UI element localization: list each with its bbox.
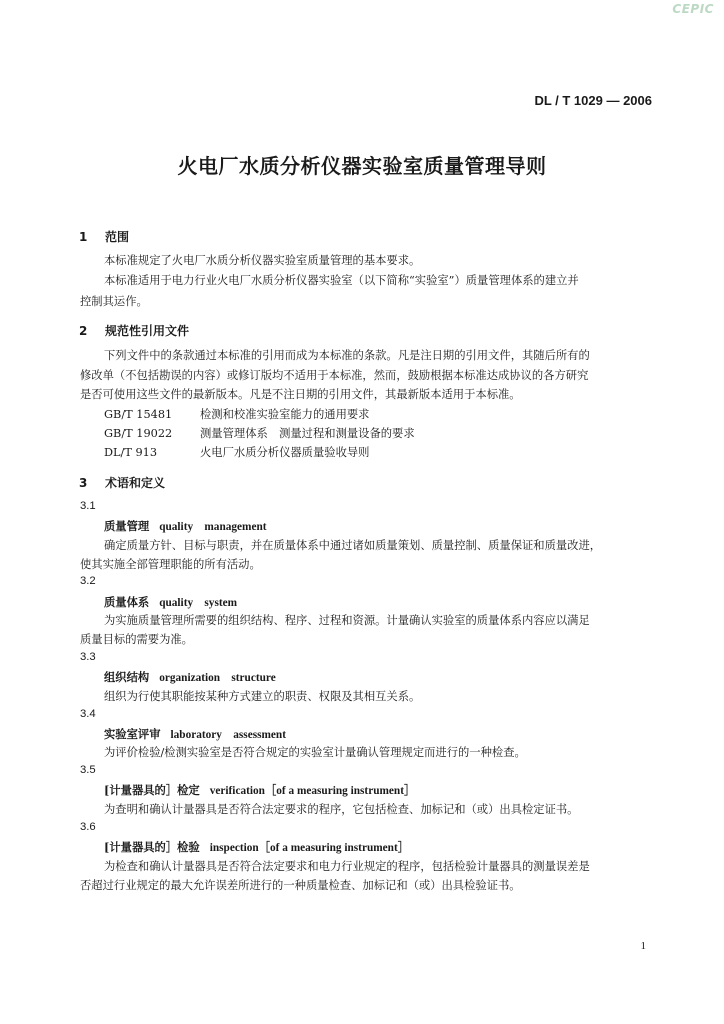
definition-line: 使其实施全部管理职能的所有活动。 — [80, 558, 261, 571]
section-number: 1 — [79, 230, 88, 244]
term-cn: 组织结构 — [104, 670, 150, 684]
reference-item — [104, 444, 369, 460]
clause-number: 3.3 — [80, 651, 96, 663]
section-number: 2 — [79, 324, 88, 338]
section-title: 规范性引用文件 — [105, 324, 190, 338]
term-heading — [104, 782, 415, 798]
section-title: 范围 — [105, 230, 130, 244]
term-en: inspection［of a measuring instrument］ — [209, 842, 410, 854]
page-number: 1 — [640, 940, 646, 952]
definition-line: 否超过行业规定的最大允许误差所进行的一种质量检查、加标记和（或）出具检验证书。 — [80, 879, 521, 892]
clause-number: 3.6 — [80, 821, 96, 833]
page-title: 火电厂水质分析仪器实验室质量管理导则 — [177, 154, 547, 178]
reference-title: 测量管理体系 测量过程和测量设备的要求 — [200, 427, 415, 440]
term-heading — [104, 594, 237, 610]
term-heading — [104, 669, 276, 685]
standard-number: DL / T 1029 — 2006 — [534, 93, 652, 108]
reference-code: DL/T 913 — [104, 446, 158, 459]
reference-title: 火电厂水质分析仪器质量验收导则 — [200, 446, 370, 459]
paragraph-line: 下列文件中的条款通过本标准的引用而成为本标准的条款。凡是注日期的引用文件，其随后所有的 — [104, 349, 590, 362]
clause-number: 3.1 — [80, 500, 96, 512]
reference-item — [104, 406, 369, 422]
definition-line: 质量目标的需要为准。 — [80, 633, 193, 646]
term-cn: 实验室评审 — [104, 727, 161, 741]
reference-item — [104, 425, 415, 441]
section-heading-2 — [79, 322, 189, 339]
reference-code: GB/T 19022 — [104, 427, 173, 440]
paragraph-line: 本标准规定了火电厂水质分析仪器实验室质量管理的基本要求。 — [104, 254, 421, 267]
term-heading — [104, 518, 267, 534]
term-en: quality system — [159, 597, 238, 609]
section-title: 术语和定义 — [105, 476, 166, 490]
term-cn: 质量体系 — [104, 595, 150, 609]
section-heading-1 — [79, 228, 129, 245]
term-en: laboratory assessment — [170, 729, 286, 741]
term-en: quality management — [159, 521, 267, 533]
paragraph-line: 是否可使用这些文件的最新版本。凡是不注日期的引用文件，其最新版本适用于本标准。 — [80, 388, 521, 401]
definition-line: 为查明和确认计量器具是否符合法定要求的程序，它包括检查、加标记和（或）出具检定证书。 — [104, 803, 579, 816]
definition-line: 为评价检验/检测实验室是否符合规定的实验室计量确认管理规定而进行的一种检查。 — [104, 746, 526, 759]
term-en: organization structure — [159, 672, 276, 684]
section-number: 3 — [79, 476, 88, 490]
term-cn: [计量器具的］检定 — [104, 783, 200, 797]
definition-line: 为检查和确认计量器具是否符合法定要求和电力行业规定的程序，包括检验计量器具的测量误差是 — [104, 860, 590, 873]
term-en: verification［of a measuring instrument］ — [209, 785, 416, 797]
paragraph-line: 控制其运作。 — [80, 295, 148, 308]
clause-number: 3.5 — [80, 764, 96, 776]
definition-line: 组织为行使其职能按某种方式建立的职责、权限及其相互关系。 — [104, 690, 421, 703]
reference-title: 检测和校准实验室能力的通用要求 — [200, 408, 370, 421]
clause-number: 3.4 — [80, 708, 96, 720]
term-heading — [104, 839, 409, 855]
definition-line: 为实施质量管理所需要的组织结构、程序、过程和资源。计量确认实验室的质量体系内容应以满足 — [104, 614, 590, 627]
definition-line: 确定质量方针、目标与职责，并在质量体系中通过诸如质量策划、质量控制、质量保证和质量改进， — [104, 539, 602, 552]
reference-code: GB/T 15481 — [104, 408, 173, 421]
paragraph-line: 修改单（不包括勘误的内容）或修订版均不适用于本标准，然而，鼓励根据本标准达成协议的各方研究 — [80, 369, 589, 382]
term-cn: [计量器具的］检验 — [104, 840, 200, 854]
clause-number: 3.2 — [80, 575, 96, 587]
term-heading — [104, 726, 286, 742]
term-cn: 质量管理 — [104, 519, 150, 533]
paragraph-line: 本标准适用于电力行业火电厂水质分析仪器实验室（以下简称“实验室”）质量管理体系的建立并 — [104, 274, 579, 287]
watermark: CEPIC — [672, 2, 714, 16]
section-heading-3 — [79, 474, 165, 491]
